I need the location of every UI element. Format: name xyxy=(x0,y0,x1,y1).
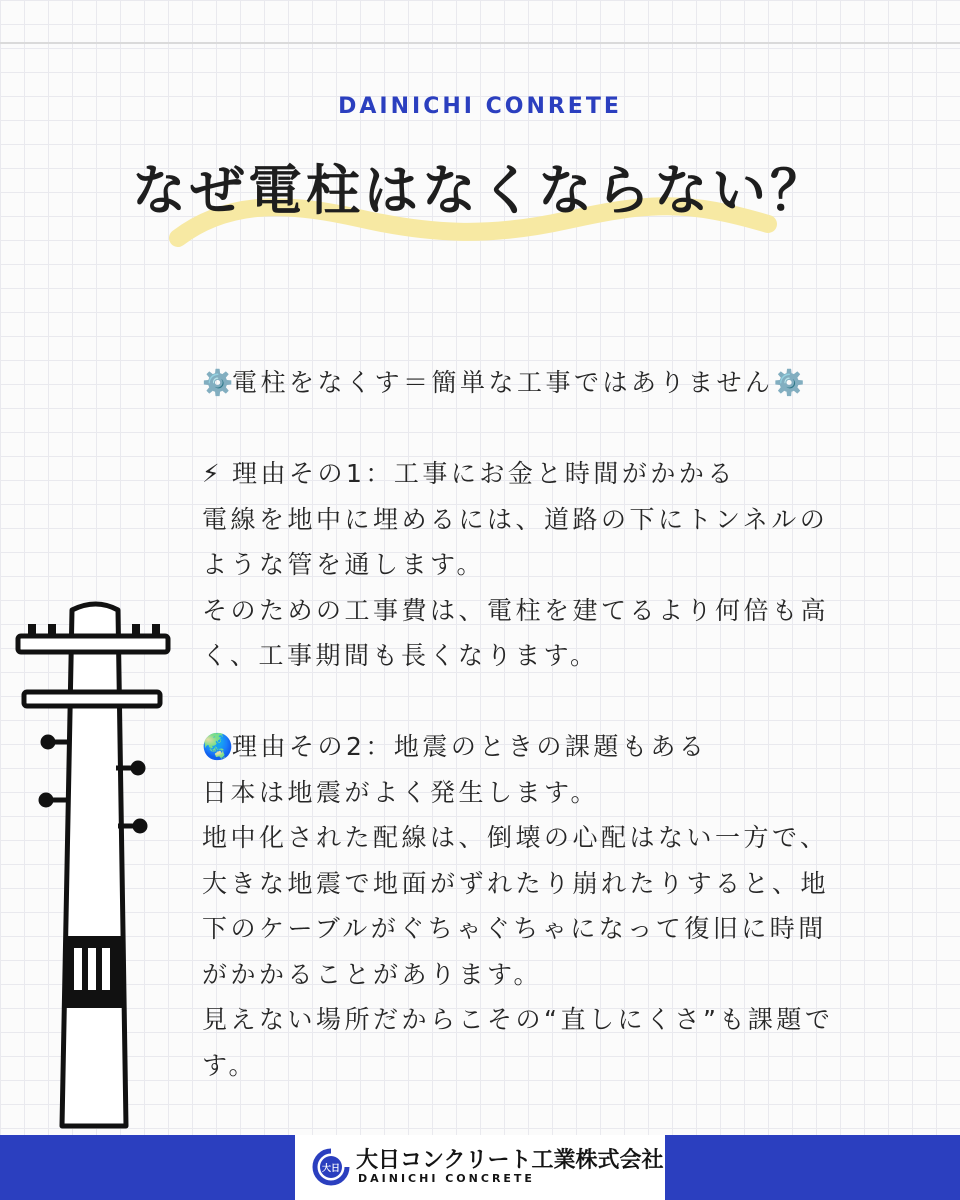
logo-mark-text: 大日 xyxy=(321,1164,341,1174)
body-line-5: ような管を通します。 xyxy=(202,550,486,579)
body-line-11: 地中化された配線は、倒壊の心配はない一方で、 xyxy=(202,823,829,852)
body-line-9: 🌏理由その2：地震のときの課題もある xyxy=(202,724,902,770)
body-line-10: 日本は地震がよく発生します。 xyxy=(202,777,600,807)
paragraph-gap xyxy=(202,406,902,452)
body-line-14: がかかることがあります。 xyxy=(202,959,543,989)
paragraph-gap xyxy=(202,679,902,725)
body-line-4: 電線を地中に埋めるには、道路の下にトンネルの xyxy=(202,504,829,534)
top-divider xyxy=(0,42,960,44)
body-line-1: ⚙️電柱をなくす＝簡単な工事ではありません⚙️ xyxy=(202,360,902,406)
company-logo-icon xyxy=(312,1148,350,1186)
body-line-13: 下のケーブルがぐちゃぐちゃになって復旧に時間 xyxy=(202,914,827,943)
body-line-7: く、工事期間も長くなります。 xyxy=(202,641,599,670)
body-line-15: 見えない場所だからこその“直しにくさ”も課題で xyxy=(202,1005,834,1034)
body-text xyxy=(202,360,902,1088)
utility-pole-illustration xyxy=(10,596,180,1136)
globe-icon: 🌏 xyxy=(202,732,237,761)
company-name-jp: 大日コンクリート工業株式会社 xyxy=(356,1148,664,1173)
body-line-16: す。 xyxy=(202,1050,258,1080)
brand-heading: DAINICHI CONRETE xyxy=(338,94,622,119)
body-line-3: ⚡ 理由その1：工事にお金と時間がかかる xyxy=(202,451,902,497)
lightning-icon: ⚡ xyxy=(202,459,224,488)
gear-icon: ⚙️ xyxy=(202,368,237,397)
body-line-6: そのための工事費は、電柱を建てるより何倍も高 xyxy=(202,595,830,625)
company-name-en: DAINICHI CONCRETE xyxy=(358,1172,535,1185)
body-line-12: 大きな地震で地面がずれたり崩れたりすると、地 xyxy=(202,868,830,898)
page-title: なぜ電柱はなくならない？ xyxy=(132,159,828,222)
gear-icon: ⚙️ xyxy=(773,368,809,397)
